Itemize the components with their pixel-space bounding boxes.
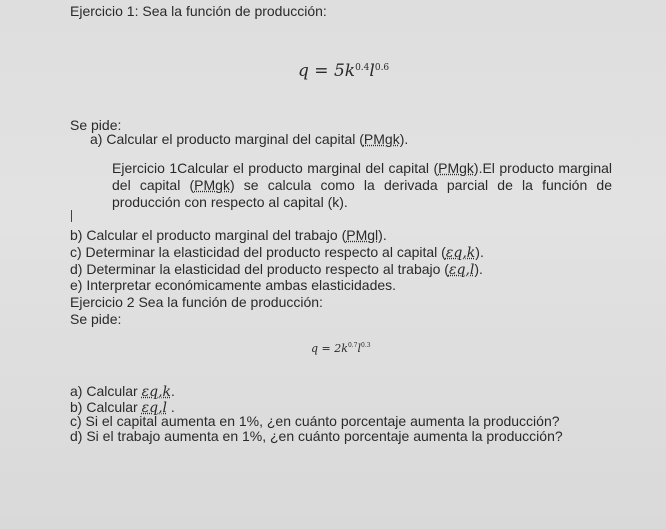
exercise-1-item-c: c) Determinar la elasticidad del producto respecto al capital (εq,k). xyxy=(70,244,484,261)
exercise-2-se-pide: Se pide: xyxy=(70,311,122,327)
exercise-1-equation: $q = 5k^{0.4}l^{0.6}$ xyxy=(298,61,390,81)
exercise-2-equation: $q = 2k^{0.7}l^{0.3}$ xyxy=(311,342,371,355)
exercise-1-se-pide: Se pide: xyxy=(70,117,122,133)
exercise-2-item-a: a) Calcular εq,k. xyxy=(70,383,175,400)
exercise-2-item-d: d) Si el trabajo aumenta en 1%, ¿en cuánto porcentaje aumenta la producción? xyxy=(70,428,563,444)
text-cursor xyxy=(71,210,72,222)
exercise-1-title: Ejercicio 1: Sea la función de producción: xyxy=(70,3,327,19)
exercise-1-answer-paragraph: Ejercicio 1Calcular el producto marginal del capital (PMgk).El producto marginal del capital (PMgk) se calcula como la derivada parcial de la función de producción con respecto al capital (k). xyxy=(112,160,613,210)
exercise-1-item-b: b) Calcular el producto marginal del trabajo (PMgl). xyxy=(70,227,387,243)
exercise-2-item-b: b) Calcular εq,l . xyxy=(70,399,175,416)
exercise-1-item-a: a) Calcular el producto marginal del capital (PMgk). xyxy=(90,131,409,147)
exercise-1-item-d: d) Determinar la elasticidad del producto respecto al trabajo (εq,l). xyxy=(70,261,483,278)
exercise-1-item-e: e) Interpretar económicamente ambas elasticidades. xyxy=(70,277,397,293)
exercise-2-title: Ejercicio 2 Sea la función de producción: xyxy=(70,294,323,310)
exercise-2-item-c: c) Si el capital aumenta en 1%, ¿en cuánto porcentaje aumenta la producción? xyxy=(70,413,560,429)
